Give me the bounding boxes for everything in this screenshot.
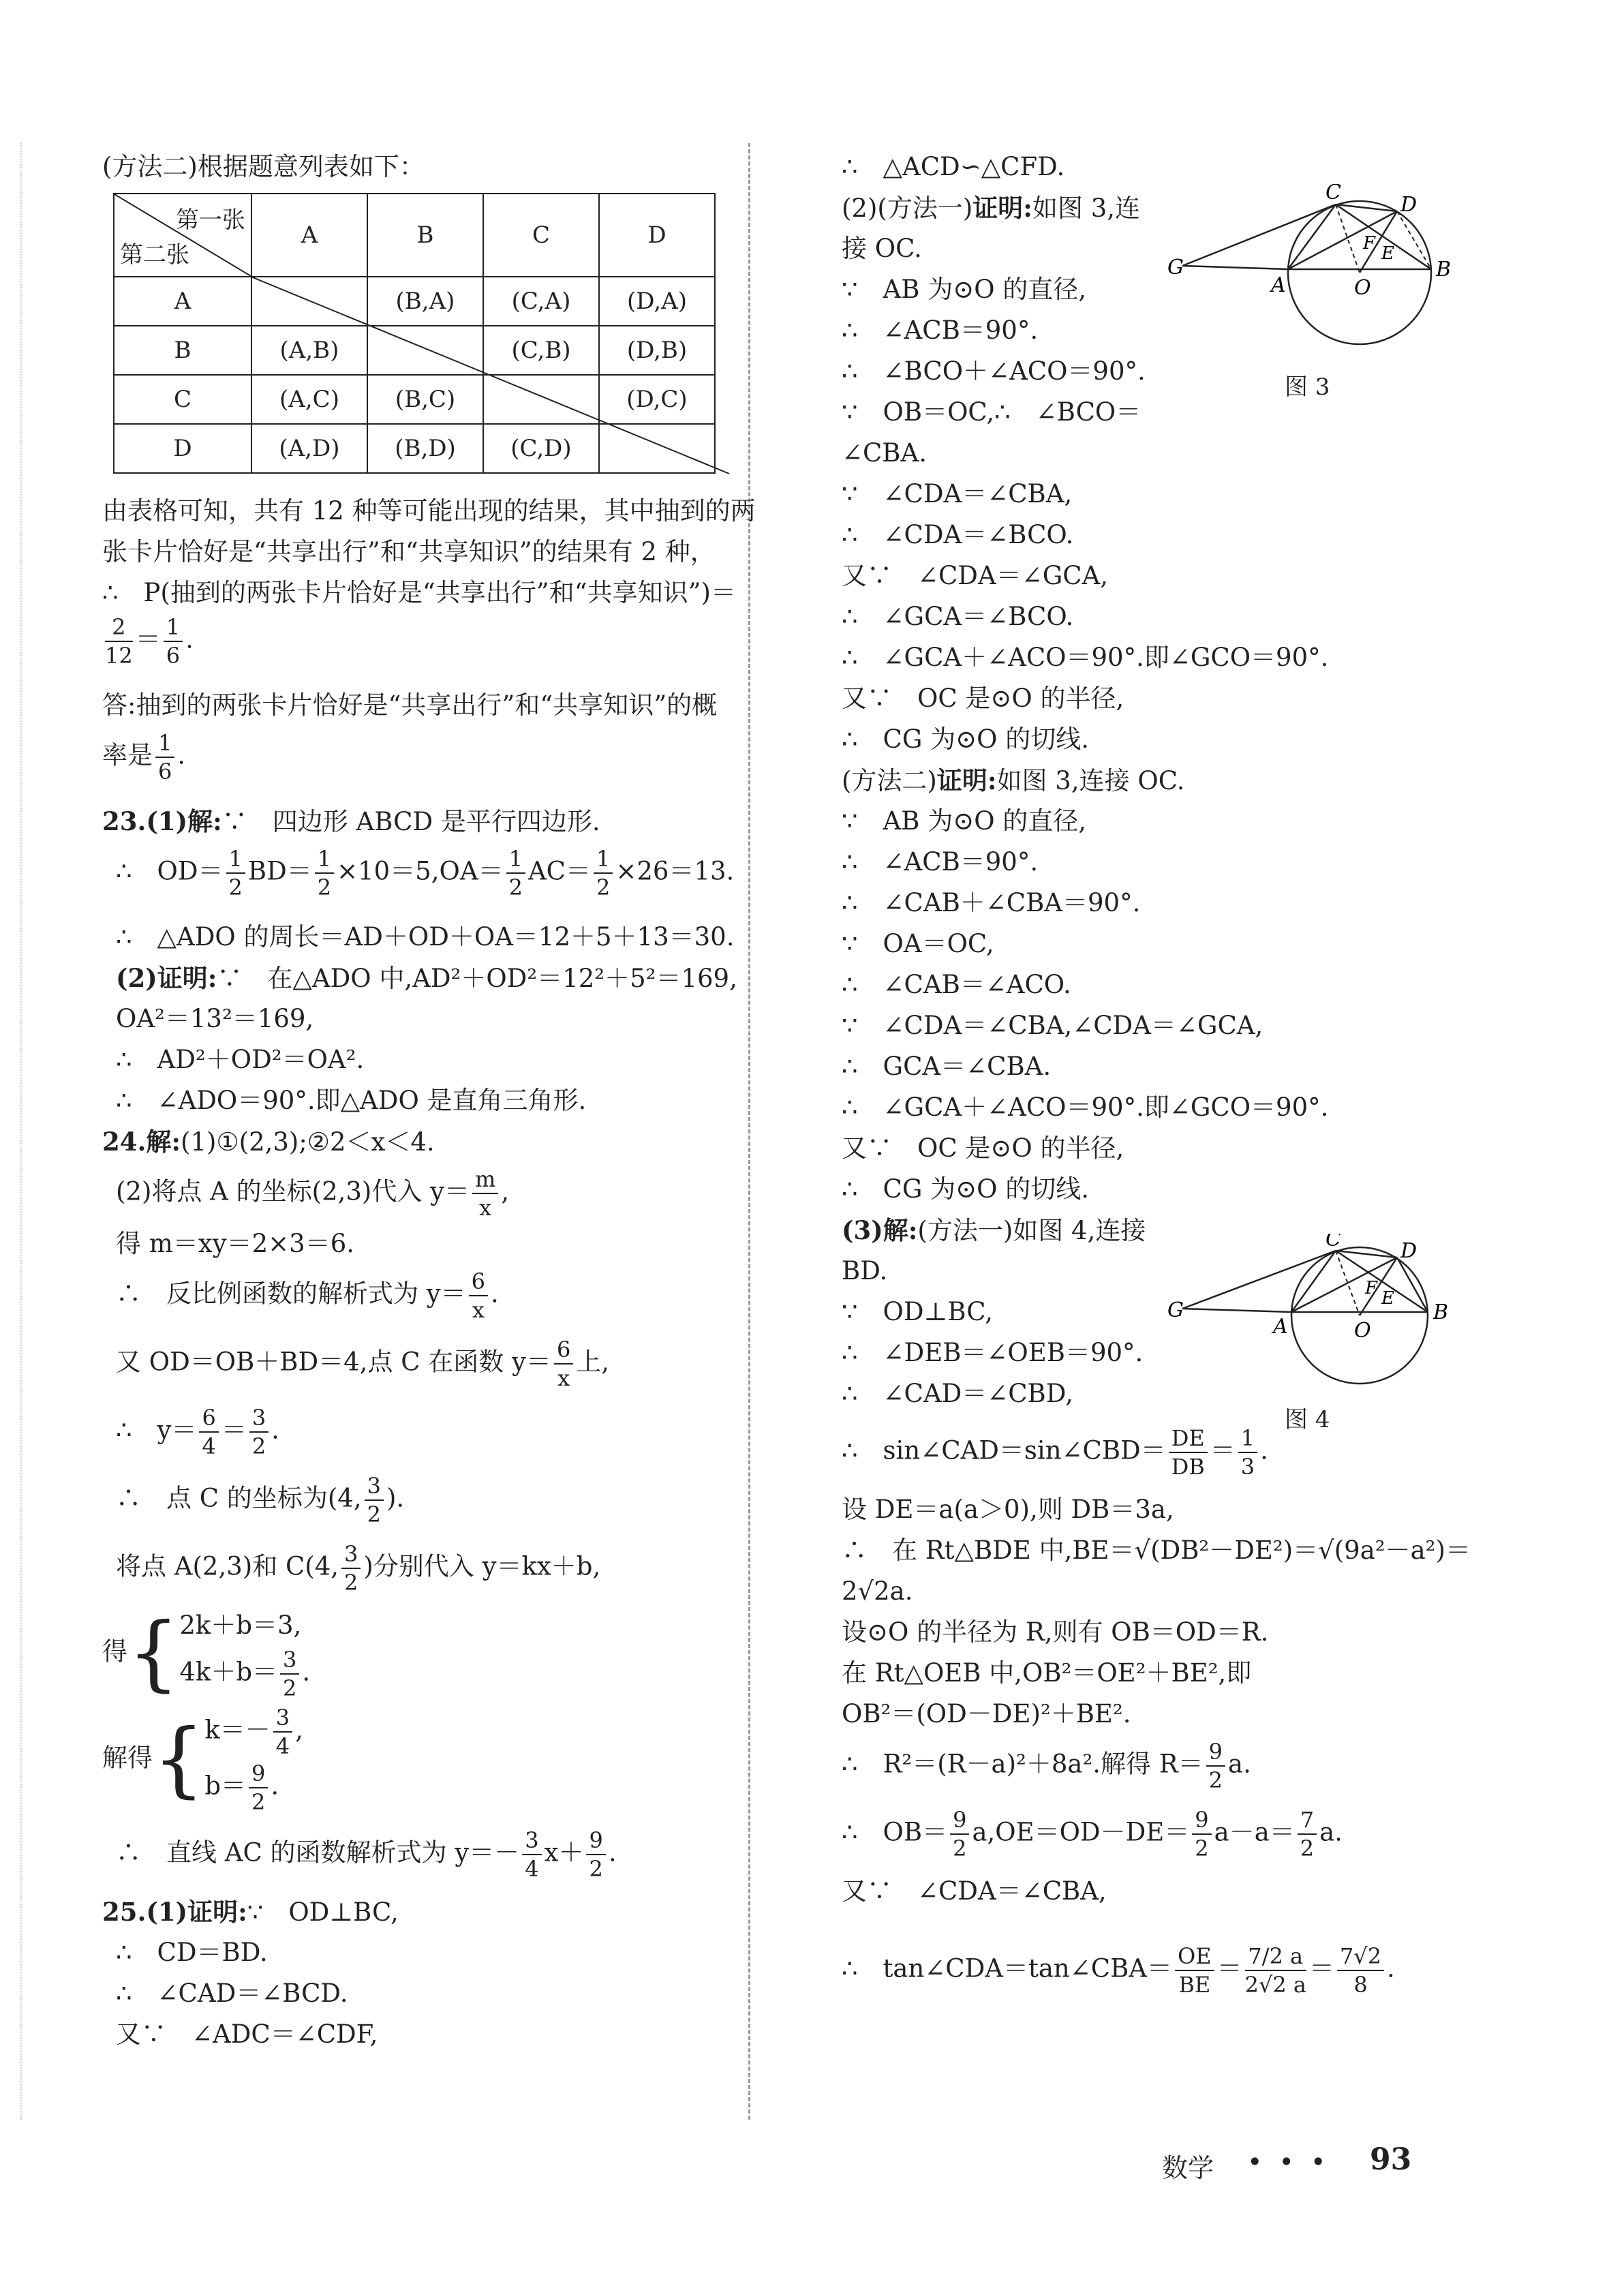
table-cell: (B,D) (367, 424, 483, 473)
proof-line: ∵ OB＝OC,∴ ∠BCO＝ (842, 397, 1142, 427)
proof-line: BD. (842, 1256, 888, 1285)
probability-line: ∴ P(抽到的两张卡片恰好是“共享出行”和“共享知识”)＝ (102, 578, 736, 607)
proof-line: ∵ ∠CDA＝∠CBA,∠CDA＝∠GCA, (842, 1011, 1263, 1040)
corner-bottom-label: 第二张 (120, 241, 189, 269)
proof-line: ∴ GCA＝∠CBA. (842, 1052, 1052, 1081)
q23-conclusion: ∴ ∠ADO＝90°.即△ADO 是直角三角形. (116, 1086, 587, 1115)
proof-line: ∠CBA. (842, 438, 927, 468)
fraction: $\frac{9}{2}$ (950, 1806, 969, 1862)
footer-dots: • • • (1247, 2147, 1330, 2177)
result-line-1: 由表格可知，共有 12 种等可能出现的结果，其中抽到的两 (102, 496, 756, 525)
table-cell: (C,A) (483, 277, 599, 326)
proof-line: ∵ OA＝OC, (842, 929, 994, 958)
col-header: D (599, 194, 715, 277)
label-o: O (1354, 1319, 1371, 1343)
fraction: $\frac{1}{2}$ (506, 845, 525, 901)
figure-4-caption: 图 4 (1285, 1406, 1330, 1433)
fraction: $\frac{9}{2}$ (249, 1760, 268, 1816)
table-cell: (D,A) (599, 277, 715, 326)
q24-od: 又 OD＝OB＋BD＝4,点 C 在函数 y＝ $\frac{6}{x}$ 上, (116, 1337, 610, 1391)
ob-oe-line: ∴ OB＝ $\frac{9}{2}$ a,OE＝OD－DE＝ $\frac{9}{2}$ a－a＝ $\frac{7}{2}$ a. (842, 1807, 1343, 1861)
proof-line: ∵ AB 为⊙O 的直径, (842, 275, 1087, 304)
fraction: $\frac{1}{3}$ (1238, 1424, 1257, 1480)
part2-method2: (方法二)证明:如图 3,连接 OC. (842, 765, 1185, 795)
proof-line: ∵ ∠CDA＝∠CBA, (842, 479, 1073, 508)
table-cell: (C,D) (483, 424, 599, 473)
answer-line-1: 答:抽到的两张卡片恰好是“共享出行”和“共享知识”的概 (102, 690, 718, 720)
q25-adc: 又∵ ∠ADC＝∠CDF, (116, 2020, 378, 2049)
q23-perimeter: ∴ △ADO 的周长＝AD＋OD＋OA＝12＋5＋13＝30. (116, 922, 735, 951)
proof-line: ∴ ∠CAB＋∠CBA＝90°. (842, 888, 1141, 917)
label-f: F (1365, 1278, 1378, 1298)
fraction: $\frac{9}{2}$ (586, 1827, 605, 1883)
row-header: C (114, 375, 251, 424)
proof-line: ∵ AB 为⊙O 的直径, (842, 806, 1087, 836)
fraction: $\frac{OE}{BE}$ (1175, 1942, 1214, 1998)
label-e: E (1381, 1288, 1394, 1309)
q24-solution: 解得{ k＝－ $\frac{3}{4}$ , b＝ $\frac{9}{2}$ . (102, 1705, 303, 1815)
label-d: D (1400, 1239, 1418, 1263)
part3-method1: (3)解:(方法一)如图 4,连接 (842, 1215, 1146, 1245)
table-cell: (B,A) (367, 277, 483, 326)
fraction: $\frac{7/2 a}{2√2 a}$ (1244, 1943, 1306, 1998)
label-d: D (1400, 193, 1418, 217)
label-a: A (1273, 1315, 1288, 1339)
figure-4 (1162, 1234, 1475, 1438)
fraction: $\frac{9}{2}$ (1192, 1806, 1211, 1862)
figure-3-caption: 图 3 (1285, 374, 1330, 401)
proof-line: 设⊙O 的半径为 R,则有 OB＝OD＝R. (842, 1617, 1269, 1647)
proof-line: ∴ CG 为⊙O 的切线. (842, 725, 1090, 754)
q23-part2: (2)证明:∵ 在△ADO 中,AD²＋OD²＝12²＋5²＝169, (116, 963, 737, 993)
fraction: $\frac{7√2}{8}$ (1337, 1942, 1384, 1998)
proof-line: 接 OC. (842, 234, 922, 263)
tan-line: ∴ tan∠CDA＝tan∠CBA＝ $\frac{OE}{BE}$ ＝ $\frac{7/2 a}{2√2 a}$ ＝ $\frac{7√2}{8}$ . (842, 1943, 1395, 1998)
proof-line: ∴ CG 为⊙O 的切线. (842, 1174, 1090, 1204)
q23-part1: 23.(1)解:∵ 四边形 ABCD 是平行四边形. (102, 806, 600, 836)
proof-line: ∵ OD⊥BC, (842, 1297, 993, 1326)
probability-value: $\frac{2}{12}$ ＝ $\frac{1}{6}$ . (105, 614, 194, 669)
page-number: 93 (1370, 2142, 1412, 2177)
similar-triangles: ∴ △ACD∽△CFD. (842, 152, 1065, 181)
proof-line: 2√2a. (842, 1576, 913, 1606)
label-b: B (1433, 1300, 1449, 1324)
fraction: $\frac{1}{2}$ (315, 845, 334, 901)
table-cell: (D,C) (599, 375, 715, 424)
q24-inverse-fn: ∴ 反比例函数的解析式为 y＝ $\frac{6}{x}$ . (116, 1268, 499, 1323)
footer-subject: 数学 (1162, 2153, 1214, 2183)
q24-y-value: ∴ y＝ $\frac{6}{4}$ ＝ $\frac{3}{2}$ . (116, 1405, 279, 1459)
table-cell: (A,D) (251, 424, 367, 473)
fraction: $\frac{3}{2}$ (249, 1404, 269, 1460)
proof-line: ∴ ∠CAB＝∠ACO. (842, 970, 1071, 999)
label-c: C (1326, 184, 1341, 204)
fraction: $\frac{7}{2}$ (1298, 1806, 1317, 1862)
label-f: F (1363, 233, 1376, 254)
proof-line: ∴ ∠ACB＝90°. (842, 847, 1039, 877)
q25-arcs: ∴ CD＝BD. (116, 1938, 268, 1967)
proof-line: 又∵ ∠CDA＝∠CBA, (842, 1876, 1107, 1906)
proof-line: 设 DE＝a(a＞0),则 DB＝3a, (842, 1495, 1174, 1524)
q25-angles: ∴ ∠CAD＝∠BCD. (116, 1979, 348, 2008)
fraction: $\frac{DE}{DB}$ (1169, 1424, 1208, 1480)
answer-line-2: 率是 $\frac{1}{6}$ . (102, 730, 186, 784)
label-b: B (1436, 258, 1452, 281)
q23-sum: ∴ AD²＋OD²＝OA². (116, 1045, 365, 1074)
figure-3 (1162, 184, 1475, 409)
q24-part1: 24.解:(1)①(2,3);②2＜x＜4. (102, 1127, 435, 1157)
table-corner (114, 194, 251, 277)
result-line-2: 张卡片恰好是“共享出行”和“共享知识”的结果有 2 种， (102, 537, 716, 566)
fraction: $\frac{1}{2}$ (226, 845, 245, 901)
proof-line: ∴ ∠CDA＝∠BCO. (842, 520, 1074, 549)
proof-line: ∴ ∠BCO＋∠ACO＝90°. (842, 356, 1146, 386)
table-cell: (A,C) (251, 375, 367, 424)
table-cell: (A,B) (251, 326, 367, 375)
table-diagonal (113, 276, 740, 481)
q24-m-value: 得 m＝xy＝2×3＝6. (116, 1229, 355, 1258)
fraction: $\frac{3}{4}$ (273, 1704, 292, 1760)
proof-line: ∴ ∠ACB＝90°. (842, 316, 1039, 345)
table-cell: (D,B) (599, 326, 715, 375)
label-o: O (1354, 276, 1371, 300)
fraction: $\frac{6}{x}$ (554, 1336, 573, 1392)
q24-part2: (2)将点 A 的坐标(2,3)代入 y＝ $\frac{m}{x}$ , (116, 1166, 510, 1221)
proof-line: ∴ ∠DEB＝∠OEB＝90°. (842, 1338, 1144, 1367)
label-e: E (1381, 243, 1394, 264)
part2-method1: (2)(方法一)证明:如图 3,连 (842, 193, 1141, 223)
row-header: B (114, 326, 251, 375)
left-margin-rule (20, 143, 22, 2120)
fraction: $\frac{m}{x}$ (472, 1165, 498, 1221)
proof-line: ∴ ∠GCA＋∠ACO＝90°.即∠GCO＝90°. (842, 1093, 1329, 1122)
row-header: D (114, 424, 251, 473)
proof-line: ∴ 在 Rt△BDE 中,BE＝√(DB²－DE²)＝√(9a²－a²)＝ (842, 1536, 1471, 1565)
proof-line: 在 Rt△OEB 中,OB²＝OE²＋BE²,即 (842, 1658, 1252, 1688)
label-a: A (1271, 273, 1286, 297)
proof-line: ∴ ∠GCA＋∠ACO＝90°.即∠GCO＝90°. (842, 643, 1329, 672)
figure-3-diagram (1162, 184, 1475, 361)
corner-top-label: 第一张 (176, 207, 245, 234)
col-header: C (483, 194, 599, 277)
proof-line: 又∵ OC 是⊙O 的半径, (842, 1133, 1124, 1163)
fraction: $\frac{2}{12}$ (105, 614, 133, 669)
fraction: $\frac{6}{4}$ (199, 1404, 218, 1460)
fraction: $\frac{9}{2}$ (1206, 1738, 1225, 1794)
fraction: $\frac{6}{x}$ (469, 1268, 488, 1324)
proof-line: ∴ ∠CAD＝∠CBD, (842, 1379, 1073, 1408)
fraction: $\frac{3}{2}$ (365, 1472, 384, 1528)
proof-line: 又∵ ∠CDA＝∠GCA, (842, 561, 1109, 590)
label-c: C (1326, 1234, 1341, 1251)
q23-od-oa: ∴ OD＝ $\frac{1}{2}$ BD＝ $\frac{1}{2}$ ×10＝5,OA＝ $\frac{1}{2}$ AC＝ $\frac{1}{2}$ ×26＝13. (116, 846, 735, 900)
label-g: G (1167, 256, 1184, 279)
q24-line-ac: ∴ 直线 AC 的函数解析式为 y＝－ $\frac{3}{4}$ x＋ $\frac{9}{2}$ . (116, 1827, 617, 1882)
fraction: $\frac{3}{2}$ (280, 1646, 299, 1702)
proof-line: ∴ ∠GCA＝∠BCO. (842, 602, 1074, 631)
col-header: B (367, 194, 483, 277)
q25-part1: 25.(1)证明:∵ OD⊥BC, (102, 1897, 399, 1927)
fraction: $\frac{3}{4}$ (522, 1827, 541, 1883)
table-cell: (B,C) (367, 375, 483, 424)
fraction: $\frac{1}{6}$ (164, 613, 183, 669)
proof-line: OB²＝(OD－DE)²＋BE². (842, 1699, 1131, 1728)
figure-4-diagram (1162, 1234, 1475, 1390)
row-header: A (114, 277, 251, 326)
fraction: $\frac{1}{2}$ (594, 845, 613, 901)
q23-oa-squared: OA²＝13²＝169, (116, 1004, 314, 1033)
fraction: $\frac{1}{6}$ (155, 729, 174, 785)
table-cell: (C,B) (483, 326, 599, 375)
q24-point-c: ∴ 点 C 的坐标为(4, $\frac{3}{2}$ ). (116, 1473, 405, 1527)
q24-system: 得{ 2k＋b＝3, 4k＋b＝ $\frac{3}{2}$ . (102, 1606, 311, 1701)
sin-line: ∴ sin∠CAD＝sin∠CBD＝ $\frac{DE}{DB}$ ＝ $\frac{1}{3}$ . (842, 1425, 1268, 1480)
radius-line: ∴ R²＝(R－a)²＋8a².解得 R＝ $\frac{9}{2}$ a. (842, 1739, 1251, 1793)
label-g: G (1167, 1298, 1184, 1322)
method2-title: (方法二)根据题意列表如下： (102, 152, 425, 181)
col-header: A (251, 194, 367, 277)
fraction: $\frac{3}{2}$ (341, 1540, 361, 1596)
proof-line: 又∵ OC 是⊙O 的半径, (842, 684, 1124, 713)
q24-substitute: 将点 A(2,3)和 C(4, $\frac{3}{2}$ )分别代入 y＝kx＋b, (116, 1541, 601, 1596)
column-divider (748, 143, 750, 2120)
